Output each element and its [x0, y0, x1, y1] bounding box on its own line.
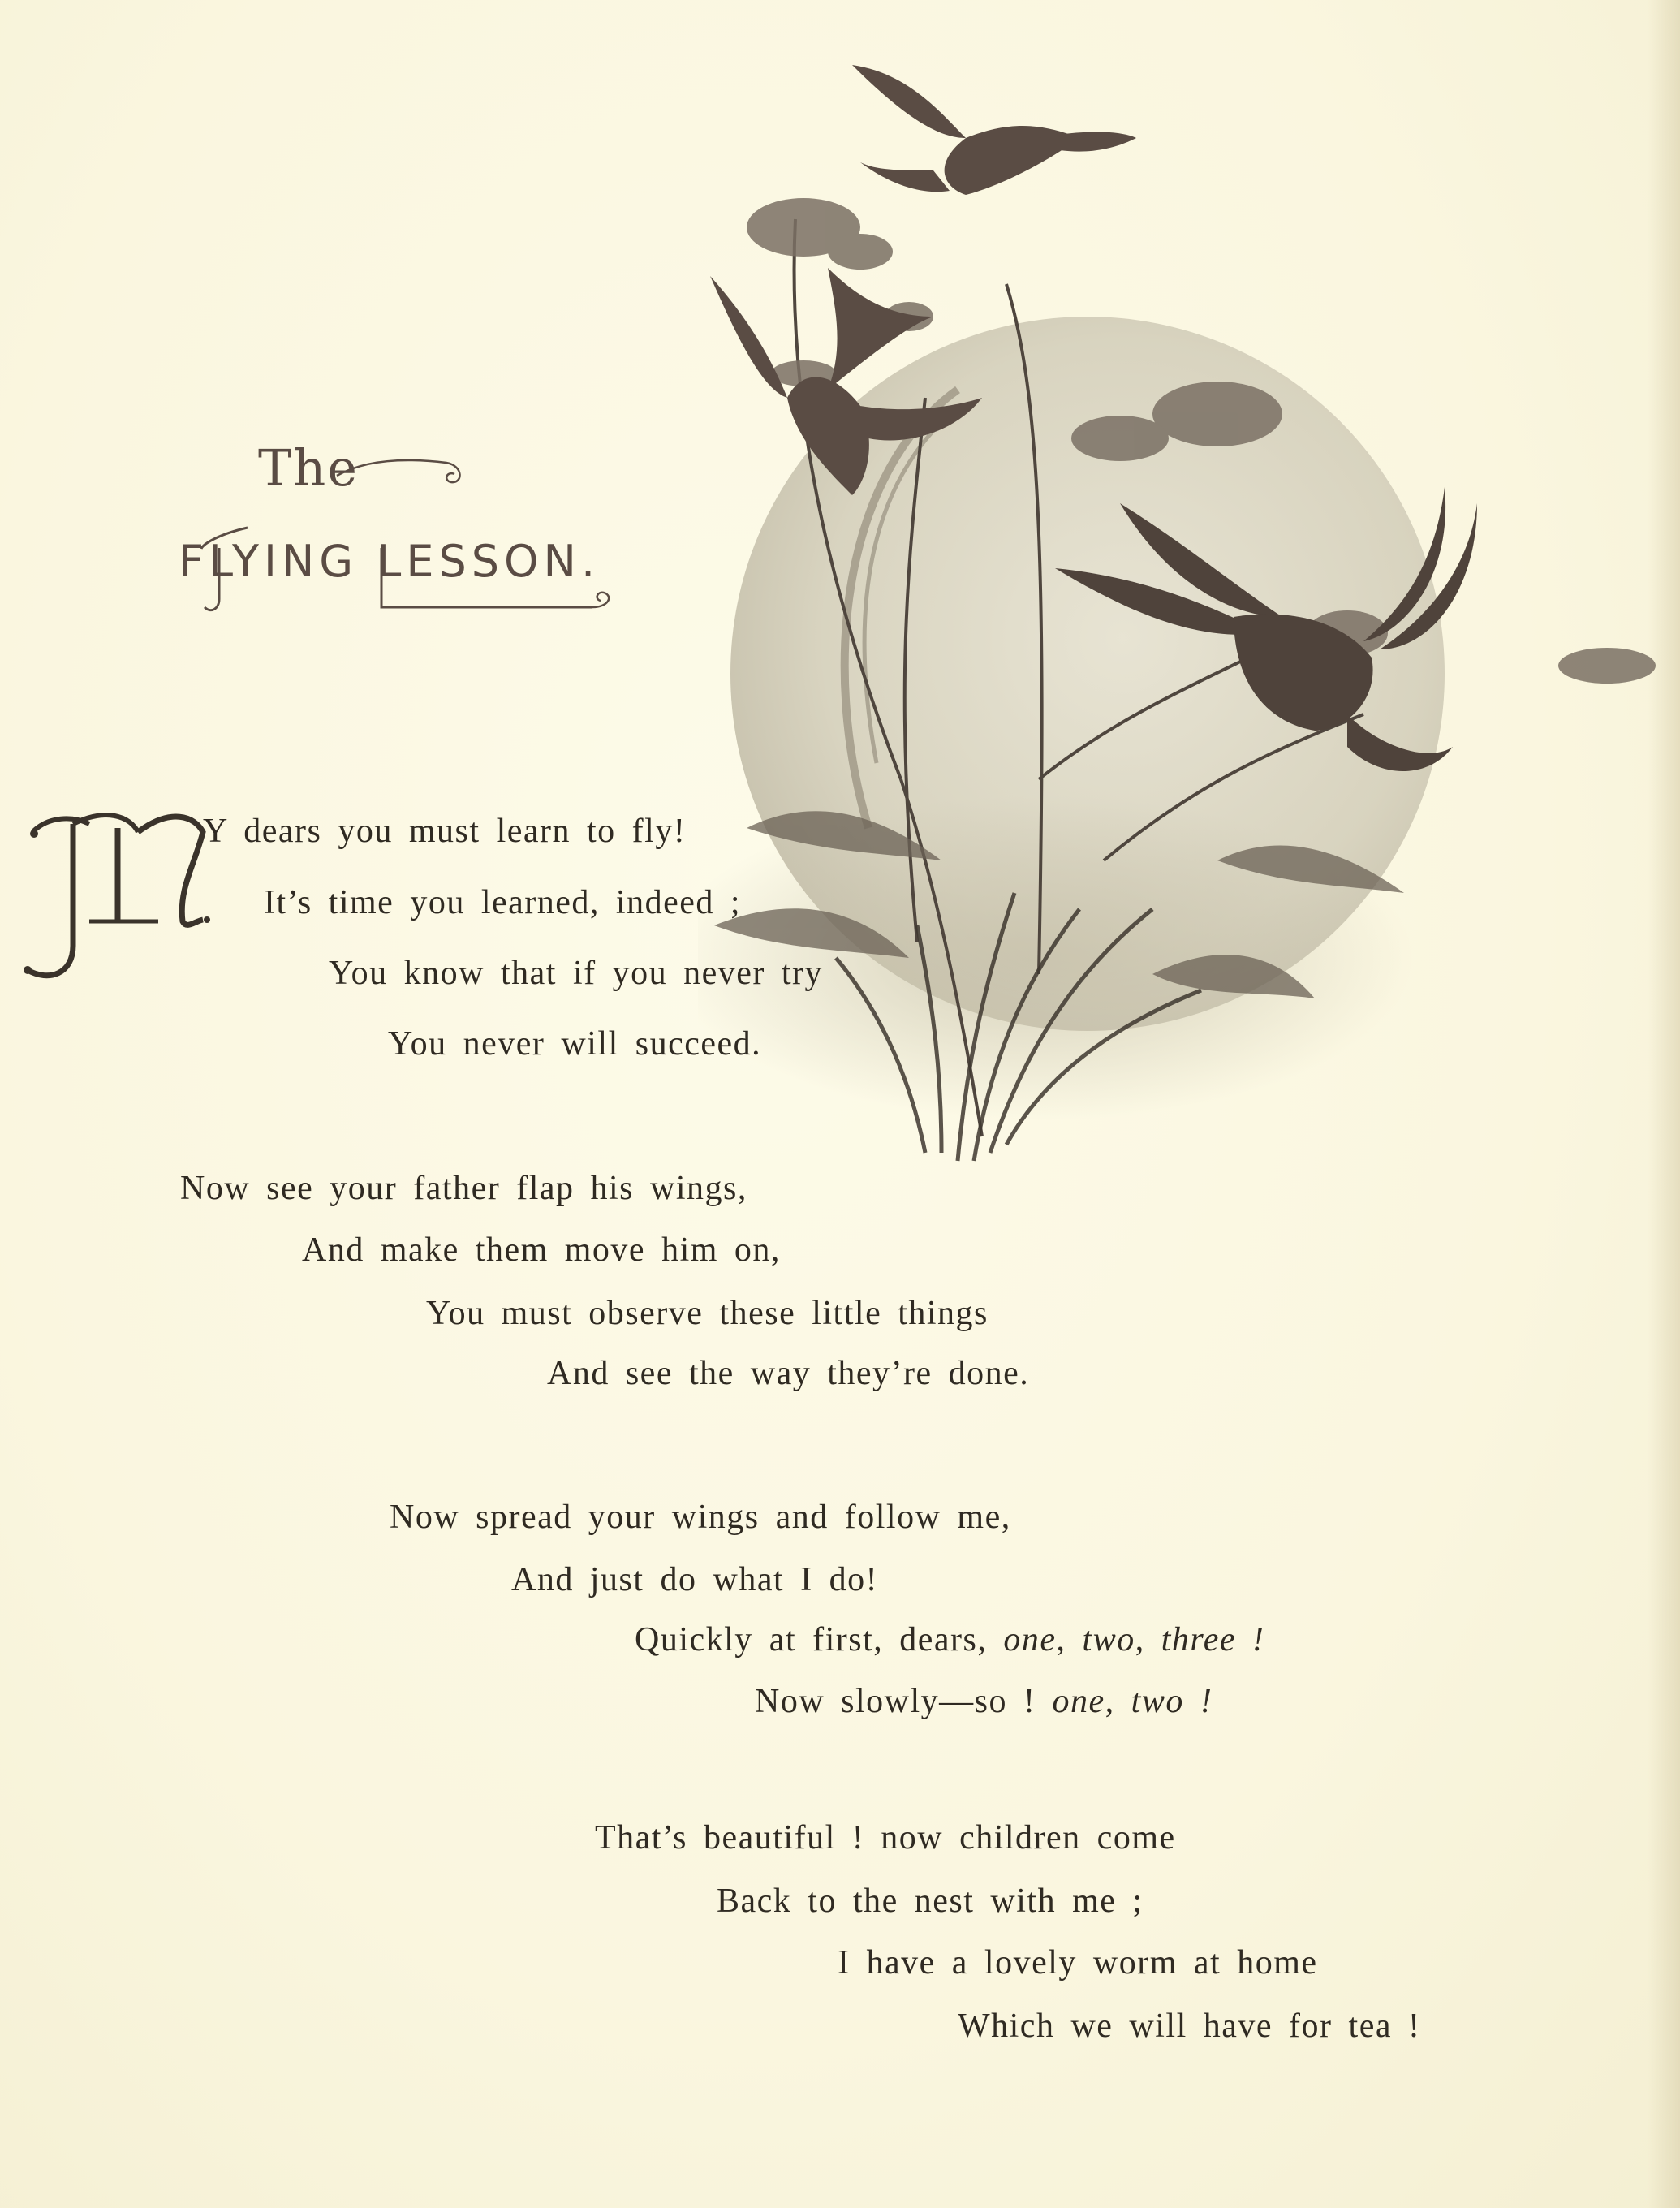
stanza-3-line-4-text: Now slowly—so !: [755, 1683, 1053, 1720]
stanza-2-line-2: And make them move him on,: [302, 1231, 781, 1269]
stanza-2-line-1: Now see your father flap his wings,: [180, 1170, 747, 1207]
stanza-3-line-4: [755, 1682, 1213, 1721]
stanza-3-line-3: [635, 1620, 1264, 1659]
count-one: one: [1003, 1621, 1057, 1658]
comma-3: ,: [1105, 1683, 1131, 1720]
bird-top: [852, 65, 1136, 195]
comma-2: ,: [1135, 1621, 1161, 1658]
slow-one: one: [1052, 1683, 1105, 1720]
stanza-1-line-4: You never will succeed.: [388, 1025, 762, 1063]
stanza-3-line-2: And just do what I do!: [511, 1561, 879, 1598]
stanza-4-line-2: Back to the nest with me ;: [717, 1882, 1144, 1920]
stanza-2-line-3: You must observe these little things: [426, 1295, 989, 1332]
title-the: The: [258, 438, 359, 498]
stanza-1-line-3: You know that if you never try: [329, 955, 824, 992]
title-main: FLYING LESSON.: [179, 536, 601, 587]
stanza-4-line-3: I have a lovely worm at home: [838, 1944, 1318, 1982]
count-three: three !: [1161, 1621, 1265, 1658]
stanza-4-line-1: That’s beautiful ! now children come: [595, 1819, 1176, 1857]
title-the-swash: [333, 451, 471, 500]
slow-two: two !: [1131, 1683, 1213, 1720]
stanza-1-line-2: It’s time you learned, indeed ;: [264, 884, 742, 921]
stanza-3-line-3-text: Quickly at first, dears,: [635, 1621, 1004, 1658]
stanza-2-line-4: And see the way they’re done.: [547, 1355, 1030, 1392]
birds-illustration: [698, 49, 1672, 1218]
drop-cap-m: [16, 800, 211, 986]
comma-1: ,: [1056, 1621, 1083, 1658]
stanza-3-line-1: Now spread your wings and follow me,: [390, 1499, 1011, 1536]
stanza-1-line-1: Y dears you must learn to fly!: [203, 813, 687, 850]
count-two: two: [1082, 1621, 1135, 1658]
stanza-4-line-4: Which we will have for tea !: [958, 2007, 1421, 2045]
